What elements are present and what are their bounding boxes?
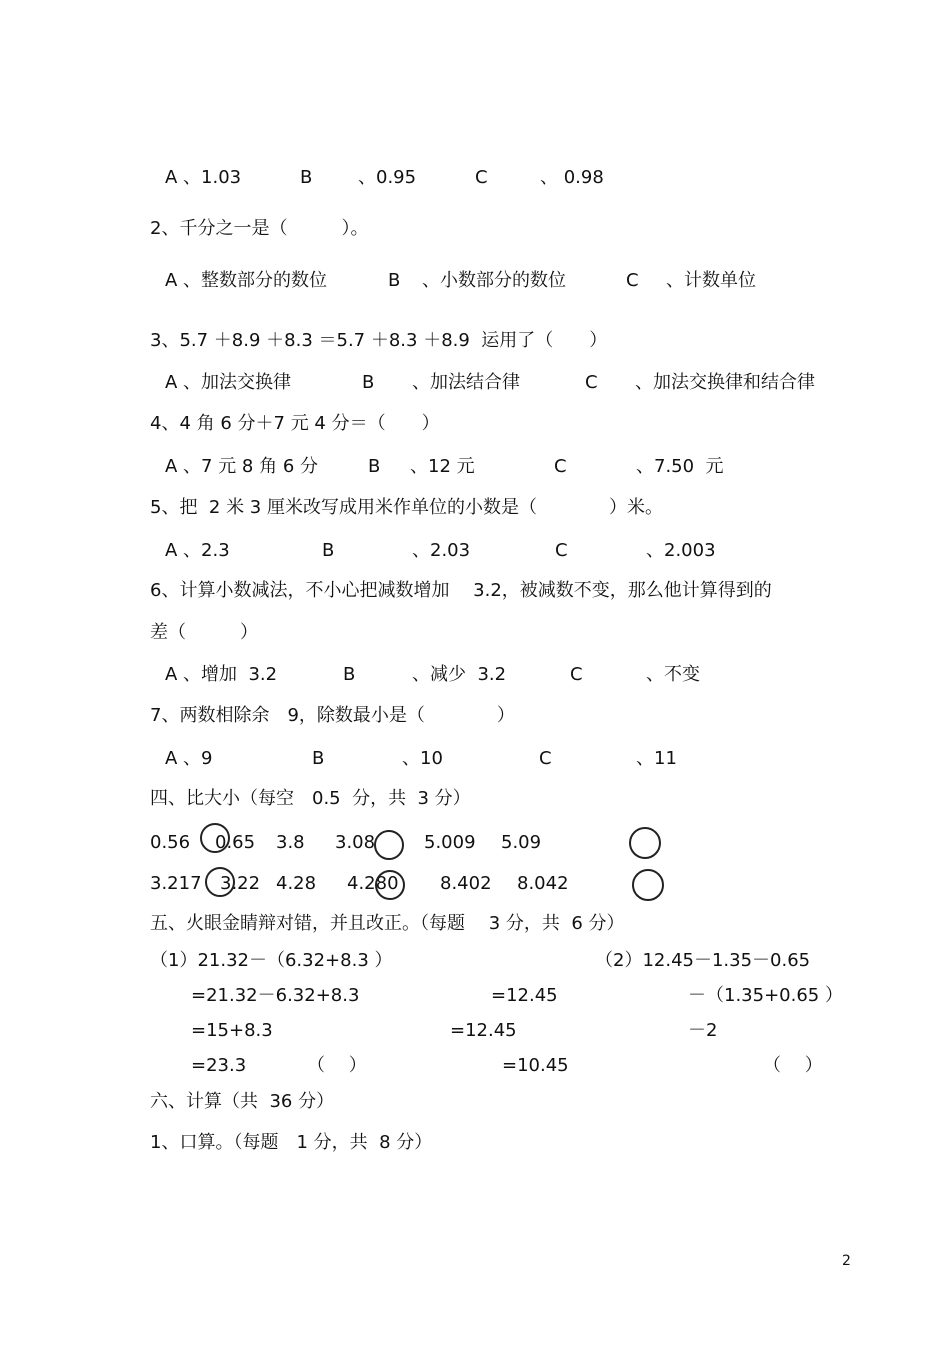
q7-option-a: A 、9: [165, 748, 213, 769]
problem1-line1: （1）21.32－（6.32+8.3 ）: [150, 950, 393, 971]
compare-r2-n2: 3.22: [220, 873, 261, 894]
compare-blank-6[interactable]: [632, 869, 664, 901]
q1-option-c-label: C: [475, 167, 488, 188]
q6-option-b-label: B: [343, 664, 356, 685]
problem2-line4: =10.45: [502, 1055, 569, 1076]
compare-blank-2[interactable]: [374, 830, 404, 860]
compare-r2-n1: 3.217: [150, 873, 202, 894]
q4-option-b-label: B: [368, 456, 381, 477]
section4-title: 四、比大小（每空 0.5 分，共 3 分）: [150, 788, 471, 809]
q1-option-c: 、 0.98: [540, 167, 604, 188]
problem2-line2a: =12.45: [491, 985, 558, 1006]
q4-option-b: 、12 元: [410, 456, 475, 477]
q5-option-b-label: B: [322, 540, 335, 561]
q3-option-a: A 、加法交换律: [165, 372, 292, 393]
compare-r2-n6: 8.042: [517, 873, 569, 894]
section6-sub1: 1、口算。（每题 1 分，共 8 分）: [150, 1132, 433, 1153]
q5-option-b: 、2.03: [412, 540, 471, 561]
compare-blank-3[interactable]: [629, 827, 661, 859]
q7-stem: 7、两数相除余 9，除数最小是（ ）: [150, 705, 515, 726]
q1-option-b: 、0.95: [358, 167, 417, 188]
q5-stem: 5、把 2 米 3 厘米改写成用米作单位的小数是（ ）米。: [150, 497, 663, 518]
q3-option-c: 、加法交换律和结合律: [635, 372, 815, 393]
compare-r2-n4: 4.280: [347, 873, 399, 894]
q6-stem-line1: 6、计算小数减法，不小心把减数增加 3.2，被减数不变，那么他计算得到的: [150, 580, 772, 601]
q6-stem-line2: 差（ ）: [150, 622, 258, 643]
q6-option-c-label: C: [570, 664, 583, 685]
problem1-line3: =15+8.3: [191, 1020, 273, 1041]
problem2-line2b: －（1.35+0.65 ）: [688, 985, 843, 1006]
q7-option-c: 、11: [636, 748, 677, 769]
q5-option-a: A 、2.3: [165, 540, 230, 561]
q7-option-b: 、10: [402, 748, 443, 769]
q2-option-c-label: C: [626, 270, 639, 291]
section6-title: 六、计算（共 36 分）: [150, 1091, 335, 1112]
q2-option-c: 、计数单位: [666, 270, 756, 291]
page-number: 2: [842, 1253, 851, 1269]
q6-option-a: A 、增加 3.2: [165, 664, 278, 685]
compare-r2-n5: 8.402: [440, 873, 492, 894]
problem1-line2: =21.32－6.32+8.3: [191, 985, 360, 1006]
q5-option-c: 、2.003: [646, 540, 716, 561]
q3-option-c-label: C: [585, 372, 598, 393]
q5-option-c-label: C: [555, 540, 568, 561]
compare-r1-n2: 0.65: [215, 832, 256, 853]
compare-blank-1[interactable]: [200, 823, 230, 853]
q6-option-c: 、不变: [646, 664, 700, 685]
q2-option-b-label: B: [388, 270, 401, 291]
q4-stem: 4、4 角 6 分＋7 元 4 分＝（ ）: [150, 413, 440, 434]
q6-option-b: 、减少 3.2: [412, 664, 507, 685]
problem2-judge-blank[interactable]: （ ）: [763, 1055, 823, 1076]
q2-stem: 2、千分之一是（ ）。: [150, 218, 369, 239]
compare-blank-4[interactable]: [205, 867, 235, 897]
compare-blank-5[interactable]: [375, 870, 405, 900]
problem2-line1: （2）12.45－1.35－0.65: [595, 950, 811, 971]
section5-title: 五、火眼金睛辩对错，并且改正。（每题 3 分，共 6 分）: [150, 913, 625, 934]
compare-r1-n5: 5.009: [424, 832, 476, 853]
q2-option-b: 、小数部分的数位: [422, 270, 566, 291]
compare-r1-n6: 5.09: [501, 832, 542, 853]
q3-stem: 3、5.7 ＋8.9 ＋8.3 ＝5.7 ＋8.3 ＋8.9 运用了（ ）: [150, 330, 608, 351]
q4-option-c-label: C: [554, 456, 567, 477]
q3-option-b-label: B: [362, 372, 375, 393]
problem1-line4: =23.3: [191, 1055, 247, 1076]
q1-option-b-label: B: [300, 167, 313, 188]
q2-option-a: A 、整数部分的数位: [165, 270, 328, 291]
q1-option-a: A 、1.03: [165, 167, 242, 188]
compare-r2-n3: 4.28: [276, 873, 317, 894]
compare-r1-n4: 3.08: [335, 832, 376, 853]
problem2-line3a: =12.45: [450, 1020, 517, 1041]
problem1-judge-blank[interactable]: （ ）: [307, 1055, 367, 1076]
problem2-line3b: －2: [688, 1020, 718, 1041]
compare-r1-n1: 0.56: [150, 832, 191, 853]
q7-option-c-label: C: [539, 748, 552, 769]
q4-option-c: 、7.50 元: [636, 456, 724, 477]
compare-r1-n3: 3.8: [276, 832, 305, 853]
q4-option-a: A 、7 元 8 角 6 分: [165, 456, 318, 477]
q3-option-b: 、加法结合律: [412, 372, 520, 393]
q7-option-b-label: B: [312, 748, 325, 769]
